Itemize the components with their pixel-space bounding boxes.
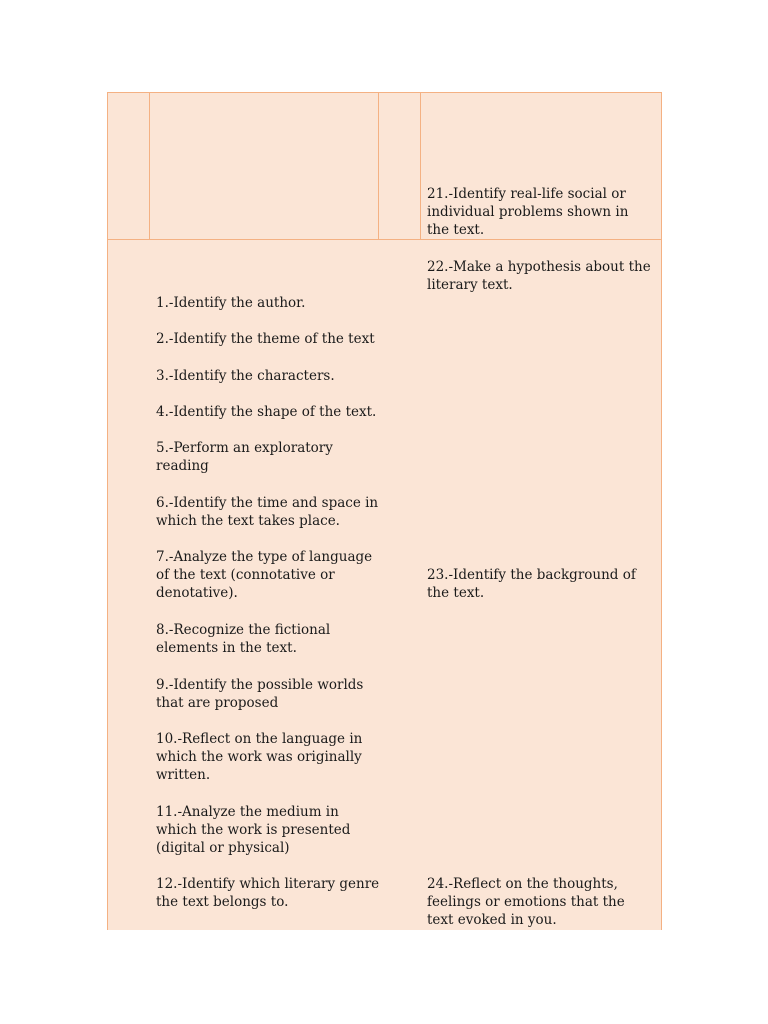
list-item: 7.-Analyze the type of language of the text (connotative or denotative). <box>156 549 373 602</box>
list-item: 6.-Identify the time and space in which the text takes place. <box>156 495 379 530</box>
column-divider <box>378 93 379 239</box>
list-item: 12.-Identify which literary genre the text belongs to. <box>156 876 380 911</box>
list-item: 9.-Identify the possible worlds that are proposed <box>156 677 364 712</box>
list-item: 2.-Identify the theme of the text <box>156 331 375 347</box>
column-divider <box>149 93 150 239</box>
column-divider <box>420 93 421 239</box>
list-item: 5.-Perform an exploratory reading <box>156 440 333 475</box>
list-item: 4.-Identify the shape of the text. <box>156 404 377 420</box>
list-item: 8.-Recognize the fictional elements in the text. <box>156 622 331 657</box>
list-item: 1.-Identify the author. <box>156 295 306 311</box>
list-item: 10.-Reflect on the language in which the work was originally written. <box>156 731 363 784</box>
list-item: 21.-Identify real-life social or individual problems shown in the text. <box>427 186 629 239</box>
criteria-table <box>107 92 662 930</box>
list-item: 24.-Reflect on the thoughts, feelings or emotions that the text evoked in you. <box>427 876 625 929</box>
list-item: 3.-Identify the characters. <box>156 368 335 384</box>
list-item: 23.-Identify the background of the text. <box>427 567 636 602</box>
list-item: 22.-Make a hypothesis about the literary text. <box>427 259 651 294</box>
list-item: 11.-Analyze the medium in which the work is presented (digital or physical) <box>156 804 351 857</box>
